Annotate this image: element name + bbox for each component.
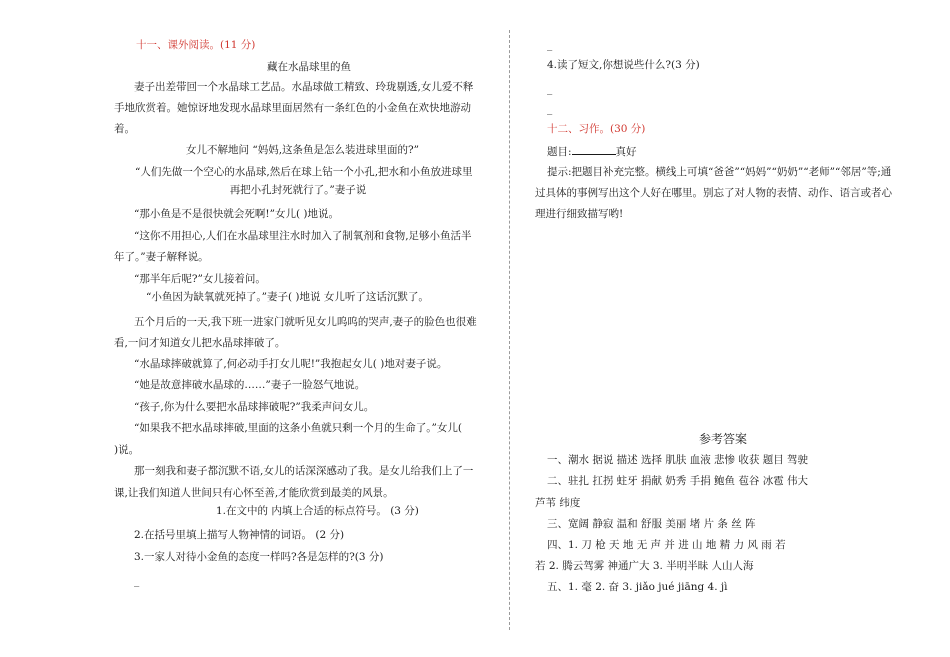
story-paragraph-line: “那小鱼是不是很快就会死啊!”女儿( )地说。 <box>134 208 339 220</box>
story-paragraph-line: 手地欣赏着。她惊讶地发现水晶球里面居然有一条红色的小金鱼在欢快地游动 <box>114 102 471 114</box>
essay-topic-suffix: 真好 <box>615 146 637 158</box>
topic-blank <box>572 144 616 155</box>
story-paragraph-line: “小鱼因为缺氧就死掉了。”妻子( )地说 女儿听了这话沉默了。 <box>146 291 429 303</box>
story-paragraph-line: 看,一问才知道女儿把水晶球摔破了。 <box>114 337 286 349</box>
answer-row: 芦苇 纬度 <box>535 497 581 509</box>
essay-topic <box>547 144 637 159</box>
story-paragraph-line: “这你不用担心,人们在水晶球里注水时加入了制氧剂和食物,足够小鱼活半 <box>134 230 472 242</box>
essay-topic-prefix: 题目: <box>547 146 572 158</box>
section-title-reading: 十一、课外阅读。(11 分) <box>136 39 256 51</box>
story-paragraph-line: 那一刻我和妻子都沉默不语,女儿的话深深感动了我。是女儿给我们上了一 <box>134 465 474 477</box>
story-paragraph-line: 课,让我们知道人世间只有心怀至善,才能欣赏到最美的风景。 <box>114 487 394 499</box>
answer-line: _ <box>547 103 553 115</box>
answer-row: 二、驻扎 扛拐 蛀牙 捐献 奶秀 手捐 鲍鱼 苞谷 冰雹 伟大 <box>547 475 809 487</box>
answers-title: 参考答案 <box>698 432 747 446</box>
story-paragraph-line: “人们先做一个空心的水晶球,然后在球上钻一个小孔,把水和小鱼放进球里 <box>135 166 473 178</box>
section-title-writing: 十二、习作。(30 分) <box>547 123 646 135</box>
right-page <box>505 0 950 657</box>
question-4: 4.读了短文,你想说些什么?(3 分) <box>547 59 700 71</box>
question-3: 3.一家人对待小金鱼的态度一样吗?各是怎样的?(3 分) <box>134 551 384 563</box>
answer-row: 三、宽阔 静寂 温和 舒服 美丽 堵 片 条 丝 阵 <box>547 518 756 530</box>
answer-row: 一、潮水 据说 描述 选择 肌肤 血液 悲惨 收获 题目 驾驶 <box>547 454 809 466</box>
hint-line: 提示:把题目补充完整。横线上可填“爸爸”“妈妈”“奶奶”“老师”“邻居”等;通 <box>547 166 892 178</box>
answer-line: _ <box>547 83 553 95</box>
story-paragraph-line: “如果我不把水晶球摔破,里面的这条小鱼就只剩一个月的生命了。”女儿( <box>134 422 462 434</box>
story-paragraph-line: 再把小孔封死就行了。”妻子说 <box>229 184 367 196</box>
answer-row: 若 2. 腾云驾雾 神通广大 3. 半明半昧 人山人海 <box>535 560 754 572</box>
question-2: 2.在括号里填上描写人物神情的词语。 (2 分) <box>134 529 345 541</box>
answer-line: _ <box>134 575 140 587</box>
answer-row: 五、1. 毫 2. 奋 3. jiǎo jué jiāng 4. jì <box>547 581 728 593</box>
hint-line: 过具体的事例写出这个人好在哪里。别忘了对人物的表情、动作、语言或者心 <box>535 187 892 199</box>
story-paragraph-line: “孩子,你为什么要把水晶球摔破呢?”我柔声问女儿。 <box>134 401 375 413</box>
story-paragraph-line: “她是故意摔破水晶球的……”妻子一脸怒气地说。 <box>134 379 366 391</box>
story-paragraph-line: 着。 <box>114 123 135 135</box>
story-paragraph-line: )说。 <box>114 444 140 456</box>
story-paragraph-line: “水晶球摔破就算了,何必动手打女儿呢!”我抱起女儿( )地对妻子说。 <box>134 358 448 370</box>
story-paragraph-line: 年了。”妻子解释说。 <box>114 251 209 263</box>
answer-line: _ <box>547 39 553 51</box>
story-paragraph-line: 五个月后的一天,我下班一进家门就听见女儿呜呜的哭声,妻子的脸色也很难 <box>134 316 477 328</box>
answer-row: 四、1. 刀 枪 天 地 无 声 并 进 山 地 精 力 风 雨 若 <box>547 539 786 551</box>
story-paragraph-line: 妻子出差带回一个水晶球工艺品。水晶球做工精致、玲珑剔透,女儿爱不释 <box>134 81 474 93</box>
story-paragraph-line: “那半年后呢?”女儿接着问。 <box>134 273 266 285</box>
question-1: 1.在文中的 内填上合适的标点符号。 (3 分) <box>216 505 419 517</box>
hint-line: 理进行细致描写哟! <box>535 208 624 220</box>
story-title: 藏在水晶球里的鱼 <box>267 61 351 73</box>
story-paragraph-line: 女儿不解地问 “妈妈,这条鱼是怎么装进球里面的?” <box>186 144 420 156</box>
